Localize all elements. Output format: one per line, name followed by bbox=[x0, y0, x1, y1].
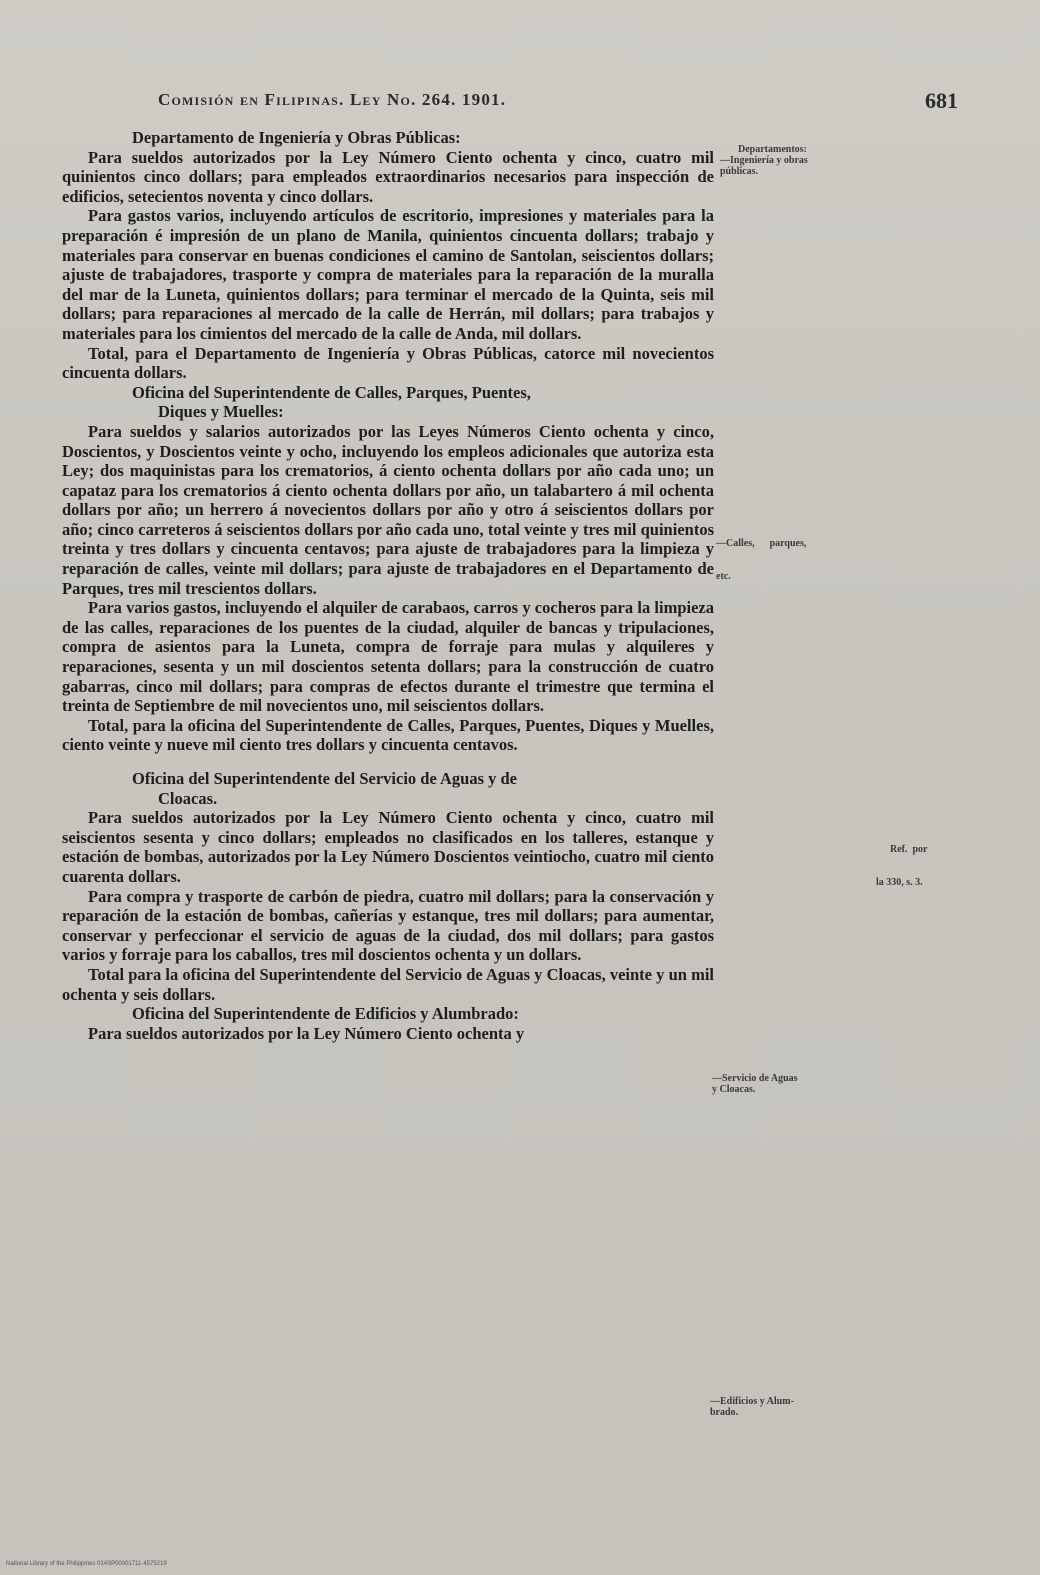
section-heading-calles bbox=[62, 383, 714, 422]
margin-note-line: —Calles, parques, bbox=[716, 538, 807, 549]
paragraph: Para compra y trasporte de carbón de piedra, cuatro mil dollars; para la conservación y reparación de la estación de bombas, cañerías y estanque, tres mil dollars; para aumentar, conservar y perfeccionar el servicio de aguas de la ciudad, dos mil dollars; para gastos varios y forraje para los caballos, tres mil doscientos ochenta y un dollars. bbox=[62, 886, 714, 965]
heading-line: Oficina del Superintendente de Calles, Parques, Puentes, bbox=[132, 382, 531, 402]
paragraph: Total para la oficina del Superintendente del Servicio de Aguas y Cloacas, veinte y un mil ochenta y seis dollars. bbox=[62, 964, 714, 1004]
section-heading-ingenieria: Departamento de Ingeniería y Obras Públicas: bbox=[132, 128, 461, 147]
section-heading-edificios: Oficina del Superintendente de Edificios y Alumbrado: bbox=[132, 1004, 519, 1024]
running-header bbox=[0, 90, 1040, 120]
scan-footer: National Library of the Philippines 014SP00001711·4575219 bbox=[6, 1561, 167, 1567]
margin-note-line: y Cloacas. bbox=[712, 1084, 756, 1095]
margin-note-line: —Ingeniería y obras bbox=[720, 155, 808, 166]
margin-note-line: Ref. por bbox=[890, 844, 928, 855]
section-gap bbox=[62, 755, 714, 769]
margin-note-edificios bbox=[710, 1396, 880, 1418]
paragraph: Para gastos varios, incluyendo artículos de escritorio, impresiones y materiales para la preparación é impresión de un plano de Manila, quinientos cincuenta dollars; trabajo y materiales para conservar en buenas condiciones el camino de Santolan, seiscientos dollars; ajuste de trabajadores, trasporte y compra de materiales para la reparación de la muralla del mar de la Luneta, quinientos dollars; para terminar el mercado de la Quinta, seis mil dollars; para reparaciones al mercado de la calle de Herrán, mil dollars; para trabajos y materiales para los cimientos del mercado de la calle de Anda, mil dollars. bbox=[62, 206, 714, 343]
margin-note-line: etc. bbox=[716, 571, 731, 582]
margin-note-ingenieria bbox=[720, 144, 890, 177]
header-title: Comisión en Filipinas. Ley No. 264. 1901. bbox=[158, 90, 507, 109]
margin-note-line: Departamentos: bbox=[738, 144, 807, 155]
page-number: 681 bbox=[925, 88, 958, 113]
paragraph: Para sueldos autorizados por la Ley Número Ciento ochenta y cinco, cuatro mil quinientos cinco dollars; para empleados extraordinarios necesarios para inspección de edificios, setecientos noventa y cinco dollars. bbox=[62, 147, 714, 206]
heading-line: Oficina del Superintendente del Servicio de Aguas y de bbox=[132, 769, 518, 788]
paragraph: Total, para la oficina del Superintendente de Calles, Parques, Puentes, Diques y Muelles, ciento veinte y nueve mil ciento tres dollars y cincuenta centavos. bbox=[62, 715, 714, 755]
paragraph: Para sueldos y salarios autorizados por las Leyes Números Ciento ochenta y cinco, Doscientos, y Doscientos veinte y ocho, incluyendo los empleos adicionales que autoriza esta Ley; dos maquinistas para los crematorios, á ciento ochenta dollars por año cada uno; un capataz para los crematorios á ciento ochenta dollars por año, un talabartero á mil ochenta dollars por año; un herrero á novecientos dollars por año y otro á seiscientos dollars por año; cinco carreteros á seiscientos dollars por año cada uno, total veinte y tres mil quinientos treinta y tres dollars y cincuenta centavos; para ajuste de trabajadores para la limpieza y reparación de calles, veinte mil dollars; para ajuste de trabajadores en el Departamento de Parques, tres mil trescientos dollars. bbox=[62, 421, 714, 598]
section-heading-aguas bbox=[62, 769, 714, 808]
margin-note-line: públicas. bbox=[720, 166, 759, 177]
margin-note-aguas bbox=[712, 1073, 882, 1095]
paragraph: Para sueldos autorizados por la Ley Número Ciento ochenta y cinco, cuatro mil seiscientos sesenta y cinco dollars; empleados no clasificados en los talleres, estanque y estación de bombas, autorizados por la Ley Número Doscientos veintiocho, cuatro mil ciento cuarenta dollars. bbox=[62, 808, 714, 886]
margin-note-line: —Edificios y Alum- bbox=[710, 1396, 794, 1407]
margin-note-calles bbox=[716, 516, 886, 604]
margin-note-line: —Servicio de Aguas bbox=[712, 1073, 798, 1084]
heading-line: Cloacas. bbox=[158, 788, 218, 808]
body-text bbox=[62, 128, 714, 1043]
margin-note-ref bbox=[876, 822, 966, 910]
paragraph: Para sueldos autorizados por la Ley Número Ciento ochenta y bbox=[88, 1023, 525, 1043]
heading-line: Diques y Muelles: bbox=[158, 402, 284, 422]
paragraph: Total, para el Departamento de Ingeniería y Obras Públicas, catorce mil novecientos cincuenta dollars. bbox=[62, 343, 714, 383]
paragraph: Para varios gastos, incluyendo el alquiler de carabaos, carros y cocheros para la limpieza de las calles, reparaciones de los puentes de la ciudad, alquiler de bancas y tripulaciones, compra de asientos para la Luneta, compra de forraje para mulas y alquileres y reparaciones, sesenta y un mil doscientos setenta dollars; para la construcción de cuatro gabarras, cinco mil dollars; para compras de efectos durante el trimestre que termina el treinta de Septiembre de mil novecientos uno, mil seiscientos dollars. bbox=[62, 598, 714, 716]
margin-note-line: brado. bbox=[710, 1407, 739, 1418]
margin-note-line: la 330, s. 3. bbox=[876, 877, 923, 888]
